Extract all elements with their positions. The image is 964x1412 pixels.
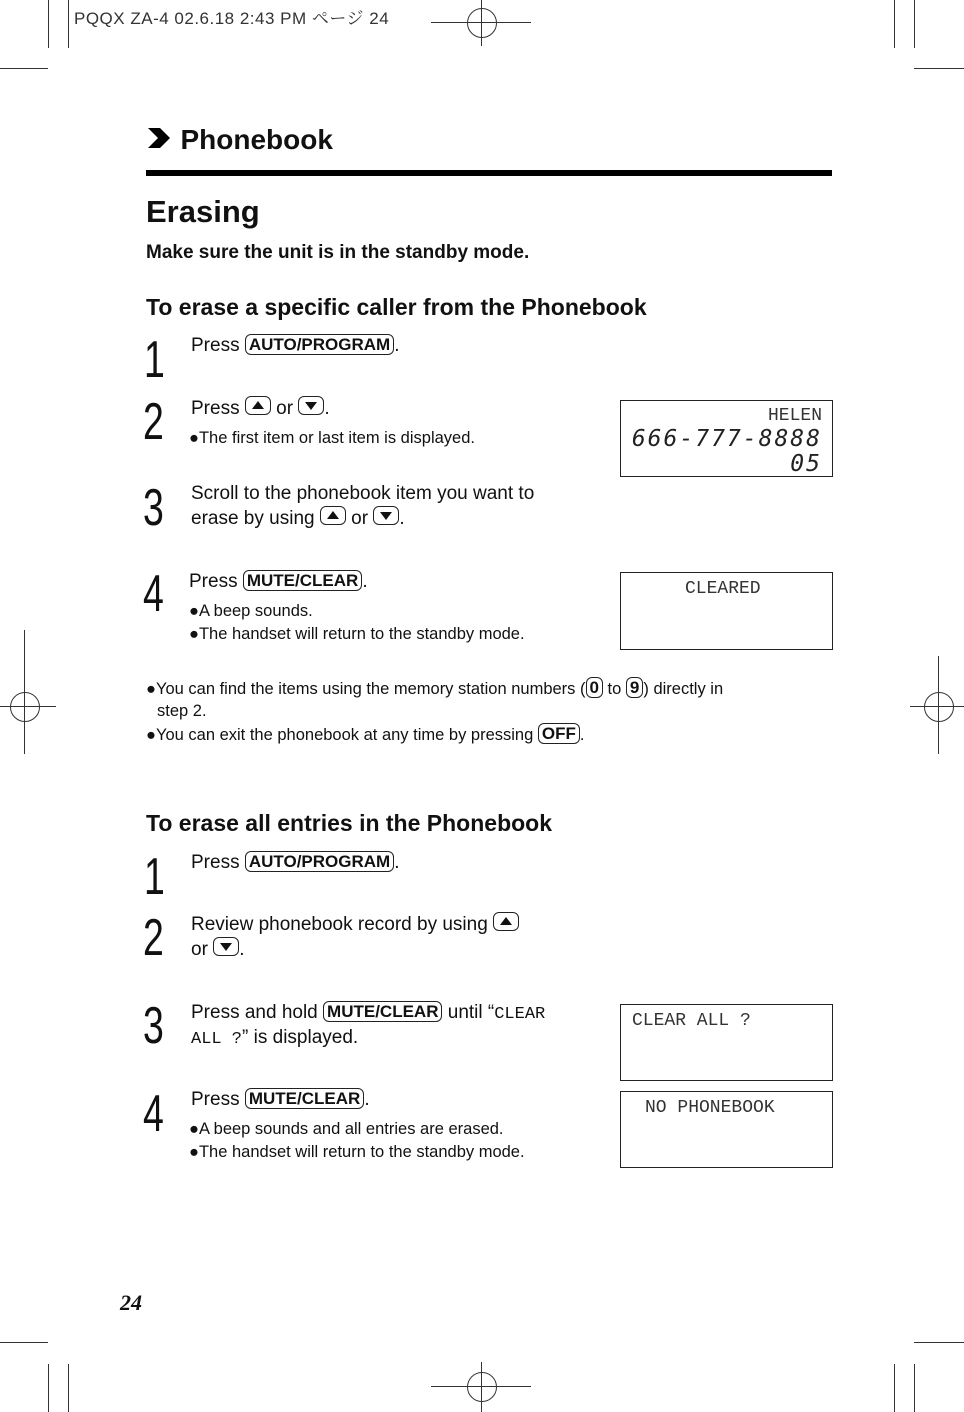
section-title: Phonebook bbox=[180, 124, 333, 155]
step-number: 3 bbox=[143, 479, 164, 537]
lcd-name: HELEN bbox=[767, 406, 822, 426]
step-number: 4 bbox=[143, 565, 164, 623]
registration-line bbox=[938, 656, 939, 754]
crop-mark bbox=[0, 68, 48, 69]
registration-mark bbox=[467, 1372, 497, 1402]
step-text: Press and hold MUTE/CLEAR until “CLEAR bbox=[191, 1002, 546, 1024]
up-arrow-key-icon[interactable] bbox=[493, 912, 519, 931]
crop-mark bbox=[48, 1364, 49, 1412]
registration-mark bbox=[467, 8, 497, 38]
step-text: Review phonebook record by using bbox=[191, 912, 519, 937]
down-arrow-key-icon[interactable] bbox=[213, 937, 239, 956]
crop-mark bbox=[0, 1342, 48, 1343]
lcd-text: CLEAR ALL ? bbox=[632, 1011, 751, 1031]
registration-mark bbox=[10, 692, 40, 722]
crop-mark bbox=[68, 0, 69, 48]
crop-mark bbox=[894, 1364, 895, 1412]
step-text: Press AUTO/PROGRAM . bbox=[191, 852, 400, 873]
part1-heading: To erase a specific caller from the Phonebook bbox=[146, 294, 647, 320]
crop-mark bbox=[894, 0, 895, 48]
bullet-text: ●The handset will return to the standby mode. bbox=[189, 625, 525, 643]
down-arrow-key-icon[interactable] bbox=[373, 506, 399, 525]
crop-mark bbox=[914, 1342, 964, 1343]
crop-mark bbox=[914, 68, 964, 69]
lcd-number: 666-777-8888 bbox=[631, 426, 822, 452]
page-title: Erasing bbox=[146, 194, 260, 229]
registration-mark bbox=[924, 692, 954, 722]
registration-line bbox=[481, 0, 482, 46]
up-arrow-key-icon[interactable] bbox=[320, 506, 346, 525]
step-text: ALL ?” is displayed. bbox=[191, 1027, 359, 1049]
lcd-text: CLEARED bbox=[685, 579, 761, 599]
off-key[interactable]: OFF bbox=[538, 723, 580, 744]
note-text: ●You can find the items using the memory station numbers ( 0 to 9 ) directly in bbox=[146, 678, 724, 698]
mute-clear-key[interactable]: MUTE/CLEAR bbox=[323, 1001, 442, 1022]
note-text-line: step 2. bbox=[157, 702, 207, 720]
crop-mark bbox=[68, 1364, 69, 1412]
crop-mark bbox=[914, 1364, 915, 1412]
registration-line bbox=[0, 706, 56, 707]
lcd-text: NO PHONEBOOK bbox=[645, 1098, 775, 1118]
note-text: ●You can exit the phonebook at any time by pressing OFF . bbox=[146, 724, 585, 744]
lcd-display-clear-all bbox=[620, 1004, 833, 1081]
step-number: 1 bbox=[144, 848, 165, 906]
auto-program-key[interactable]: AUTO/PROGRAM bbox=[245, 334, 394, 355]
lead-text: Make sure the unit is in the standby mode. bbox=[146, 242, 530, 263]
mute-clear-key[interactable]: MUTE/CLEAR bbox=[245, 1088, 364, 1109]
section-header bbox=[146, 124, 333, 160]
lcd-slot: 05 bbox=[790, 451, 822, 477]
down-arrow-key-icon[interactable] bbox=[298, 396, 324, 415]
bullet-text: ●The first item or last item is displayed. bbox=[189, 429, 475, 447]
step-text-line: Scroll to the phonebook item you want to bbox=[191, 483, 535, 504]
crop-mark bbox=[48, 0, 49, 48]
crop-mark bbox=[914, 0, 915, 48]
up-arrow-key-icon[interactable] bbox=[245, 396, 271, 415]
page-number: 24 bbox=[120, 1290, 142, 1315]
key-9[interactable]: 9 bbox=[626, 677, 643, 698]
registration-line bbox=[910, 706, 964, 707]
registration-line bbox=[481, 1362, 482, 1412]
mute-clear-key[interactable]: MUTE/CLEAR bbox=[243, 570, 362, 591]
bullet-text: ●A beep sounds and all entries are erased. bbox=[189, 1120, 504, 1138]
step-text: Press MUTE/CLEAR . bbox=[191, 1089, 370, 1110]
lcd-message-text: CLEAR bbox=[494, 1005, 546, 1024]
step-text: erase by using or . bbox=[191, 508, 405, 529]
auto-program-key[interactable]: AUTO/PROGRAM bbox=[245, 851, 394, 872]
lcd-display-cleared bbox=[620, 572, 833, 650]
step-number: 4 bbox=[143, 1085, 164, 1143]
step-text: or . bbox=[191, 939, 245, 960]
step-number: 3 bbox=[143, 997, 164, 1055]
bullet-text: ●A beep sounds. bbox=[189, 602, 313, 620]
section-rule bbox=[146, 170, 832, 176]
step-number: 2 bbox=[143, 393, 164, 451]
step-text: Press or . bbox=[191, 398, 330, 419]
key-0[interactable]: 0 bbox=[586, 677, 603, 698]
step-text: Press AUTO/PROGRAM . bbox=[191, 335, 400, 356]
lcd-message-text: ALL ? bbox=[191, 1030, 243, 1049]
print-header: PQQX ZA-4 02.6.18 2:43 PM ページ 24 bbox=[74, 9, 390, 28]
step-number: 2 bbox=[143, 909, 164, 967]
right-arrow-icon bbox=[146, 125, 172, 156]
part2-heading: To erase all entries in the Phonebook bbox=[146, 810, 553, 836]
lcd-display-no-phonebook bbox=[620, 1091, 833, 1168]
step-number: 1 bbox=[144, 331, 165, 389]
lcd-display-helen bbox=[620, 400, 833, 477]
step-text: Press MUTE/CLEAR . bbox=[189, 571, 368, 592]
registration-line bbox=[24, 630, 25, 754]
bullet-text: ●The handset will return to the standby mode. bbox=[189, 1143, 525, 1161]
